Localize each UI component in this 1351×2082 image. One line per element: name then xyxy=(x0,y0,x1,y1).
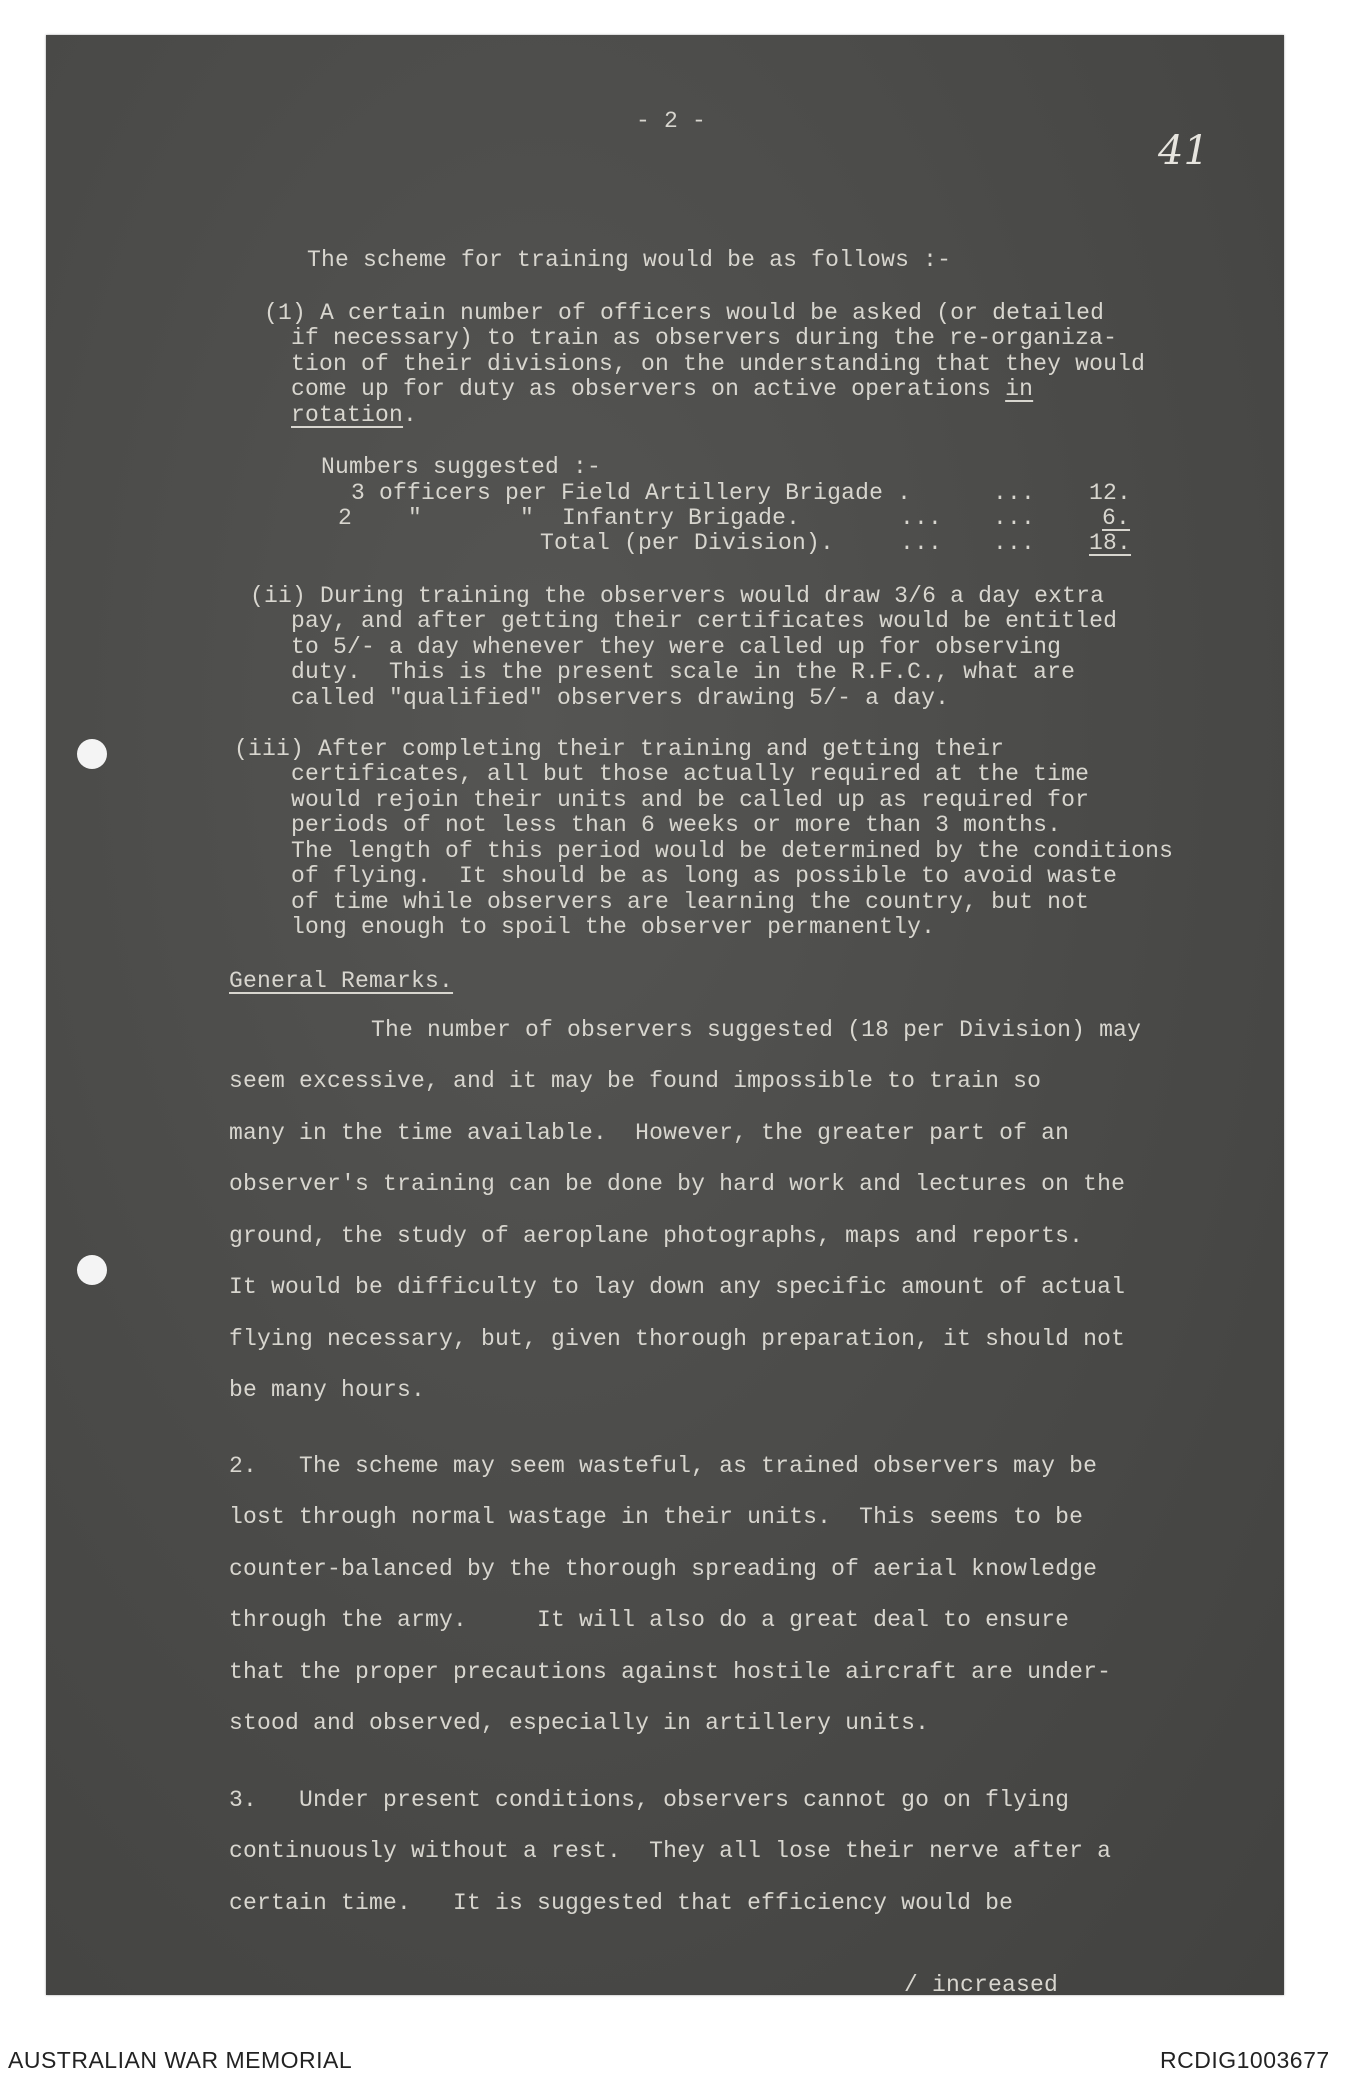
numbers-row-3-dots-2: ... xyxy=(993,530,1036,556)
item3-line-7: of time while observers are learning the country, but not xyxy=(291,889,1090,915)
para2-line-1: 2. The scheme may seem wasteful, as trained observers may be xyxy=(229,1453,1098,1479)
item3-line-6: of flying. It should be as long as possible to avoid waste xyxy=(291,863,1118,889)
footer-institution: AUSTRALIAN WAR MEMORIAL xyxy=(8,2047,353,2073)
para2-line-2: lost through normal wastage in their units. This seems to be xyxy=(229,1504,1084,1530)
general-line-3: many in the time available. However, the greater part of an xyxy=(229,1120,1070,1146)
para3-line-2: continuously without a rest. They all lose their nerve after a xyxy=(229,1838,1112,1864)
footer-record-id: RCDIG1003677 xyxy=(1160,2047,1330,2073)
numbers-row-2-label: 2 " " Infantry Brigade. xyxy=(338,505,801,531)
para2-line-5: that the proper precautions against hostile aircraft are under- xyxy=(229,1659,1112,1685)
page-number: - 2 - xyxy=(636,108,707,134)
item3-line-8: long enough to spoil the observer permanently. xyxy=(291,914,936,940)
general-line-4: observer's training can be done by hard work and lectures on the xyxy=(229,1171,1126,1197)
folio-number: 41 xyxy=(1158,128,1209,174)
item1-line-1: (1) A certain number of officers would be asked (or detailed xyxy=(264,300,1105,326)
numbers-row-1-value: 12. xyxy=(1089,480,1132,506)
numbers-row-2-value: 6. xyxy=(1102,505,1131,531)
para3-line-3: certain time. It is suggested that efficiency would be xyxy=(229,1890,1014,1916)
punch-hole-top xyxy=(77,739,107,769)
general-line-2: seem excessive, and it may be found impossible to train so xyxy=(229,1068,1042,1094)
intro-line: The scheme for training would be as follows :- xyxy=(307,247,952,273)
numbers-row-3-value: 18. xyxy=(1089,530,1132,556)
item1-line-5: rotation. xyxy=(291,402,418,428)
item2-line-2: pay, and after getting their certificates would be entitled xyxy=(291,608,1118,634)
numbers-row-1-label: 3 officers per Field Artillery Brigade . xyxy=(351,480,912,506)
item3-line-5: The length of this period would be determined by the conditions xyxy=(291,838,1174,864)
underlined-rotation: rotation xyxy=(291,402,404,428)
item3-line-1: (iii) After completing their training and getting their xyxy=(234,736,1005,762)
para2-line-4: through the army. It will also do a great deal to ensure xyxy=(229,1607,1070,1633)
para2-line-3: counter-balanced by the thorough spreading of aerial knowledge xyxy=(229,1556,1098,1582)
item2-line-5: called "qualified" observers drawing 5/- a day. xyxy=(291,685,950,711)
general-line-7: flying necessary, but, given thorough preparation, it should not xyxy=(229,1326,1126,1352)
numbers-row-3-dots-1: ... xyxy=(900,530,943,556)
numbers-row-1-dots: ... xyxy=(993,480,1036,506)
numbers-row-3-label: Total (per Division). xyxy=(540,530,835,556)
item2-line-4: duty. This is the present scale in the R.F.C., what are xyxy=(291,659,1076,685)
item3-line-4: periods of not less than 6 weeks or more than 3 months. xyxy=(291,812,1062,838)
para2-line-6: stood and observed, especially in artillery units. xyxy=(229,1710,930,1736)
general-line-5: ground, the study of aeroplane photographs, maps and reports. xyxy=(229,1223,1084,1249)
item1-line-2: if necessary) to train as observers during the re-organiza- xyxy=(291,325,1118,351)
general-line-1: The number of observers suggested (18 per Division) may xyxy=(371,1017,1142,1043)
general-line-6: It would be difficulty to lay down any specific amount of actual xyxy=(229,1274,1126,1300)
item2-line-1: (ii) During training the observers would draw 3/6 a day extra xyxy=(250,583,1105,609)
item3-line-2: certificates, all but those actually required at the time xyxy=(291,761,1090,787)
numbers-row-2-dots-2: ... xyxy=(993,505,1036,531)
numbers-row-2-dots-1: ... xyxy=(900,505,943,531)
item1-line-4: come up for duty as observers on active operations in xyxy=(291,376,1034,402)
para3-line-1: 3. Under present conditions, observers cannot go on flying xyxy=(229,1787,1070,1813)
numbers-heading: Numbers suggested :- xyxy=(321,454,602,480)
item2-line-3: to 5/- a day whenever they were called up for observing xyxy=(291,634,1062,660)
general-remarks-heading: General Remarks. xyxy=(229,968,454,994)
underlined-in: in xyxy=(1005,376,1034,402)
punch-hole-bottom xyxy=(77,1255,107,1285)
item1-line-3: tion of their divisions, on the understanding that they would xyxy=(291,351,1146,377)
item3-line-3: would rejoin their units and be called up as required for xyxy=(291,787,1090,813)
catchword: / increased xyxy=(904,1972,1059,1998)
general-line-8: be many hours. xyxy=(229,1377,426,1403)
